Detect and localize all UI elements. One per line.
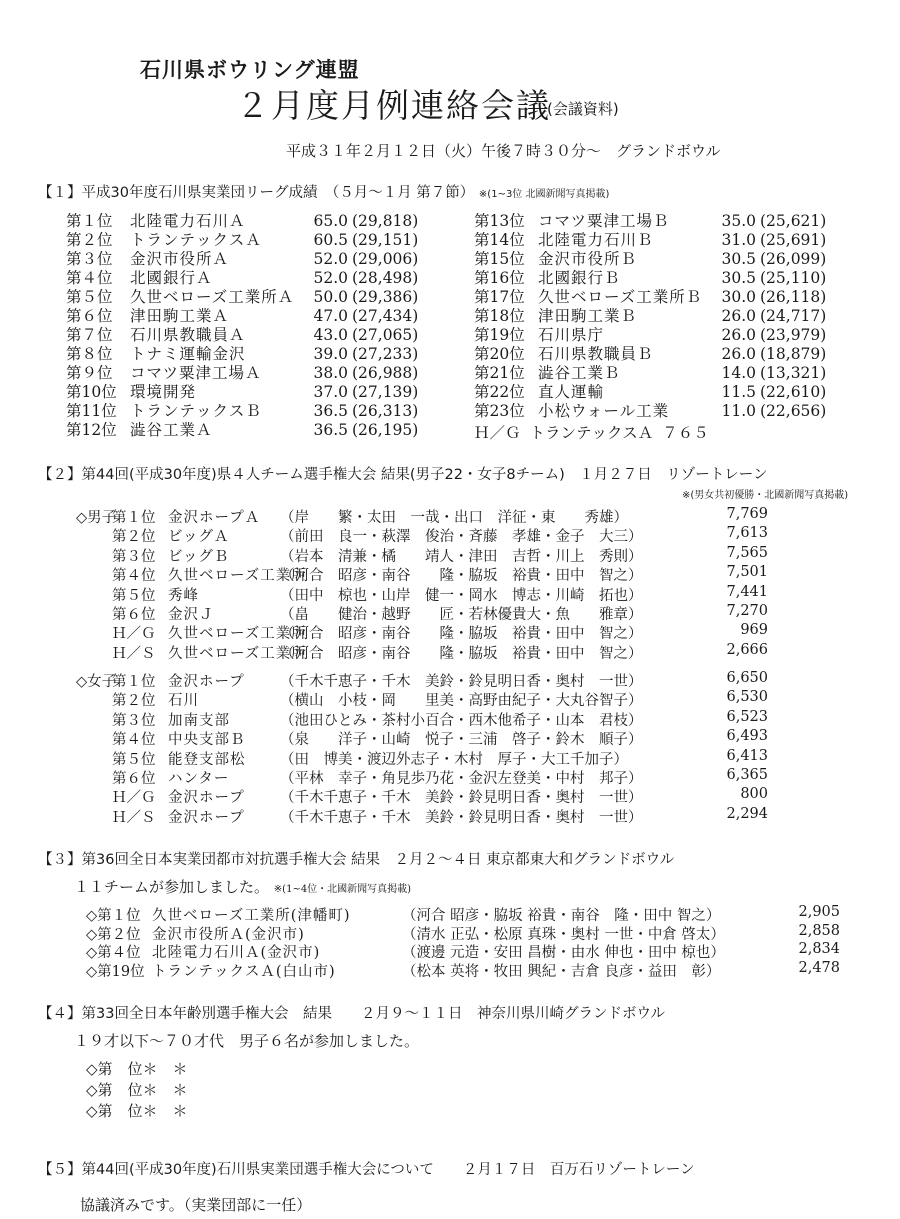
- city-score: 2,834: [798, 941, 840, 958]
- standing-pinfall: (26,988): [352, 364, 419, 382]
- standing-points: 30.5: [721, 250, 756, 268]
- section-3-heading: 【３】第36回全日本実業団都市対抗選手権大会 結果 ２月２～４日 東京都東大和グランドボウル: [38, 852, 675, 868]
- result-team: 能登支部松: [168, 751, 246, 768]
- city-members: （河合 昭彦・脇坂 裕貴・南谷 隆・田中 智之）: [402, 908, 721, 924]
- standing-pinfall: (25,621): [760, 212, 827, 230]
- section-3-teams-line: [74, 876, 411, 897]
- result-rank: 第３位: [112, 712, 156, 729]
- group-prefix: [76, 525, 112, 544]
- standing-rank: 第14位: [474, 231, 525, 249]
- group-prefix: ◇女子: [76, 674, 117, 690]
- league-standings-left: [66, 212, 426, 440]
- result-score: 7,441: [726, 583, 768, 600]
- standing-points: 31.0: [721, 231, 756, 249]
- result-rank: 第３位: [112, 548, 156, 565]
- section-2-heading: 【２】第44回(平成30年度)県４人チーム選手権大会 結果(男子22・女子8チーム) １月２７日 リゾートレーン: [38, 467, 768, 483]
- standing-points: 52.0: [313, 269, 348, 287]
- standing-team: 北陸電力石川Ａ: [130, 212, 246, 230]
- standing-row: [66, 364, 426, 383]
- result-rank: Ｈ／Ｓ: [112, 809, 156, 826]
- group-prefix: [76, 786, 112, 805]
- city-rank: ◇第２位: [86, 926, 141, 943]
- group-prefix: [76, 603, 112, 622]
- section-5-line: 協議済みです。（実業団部に一任）: [80, 1196, 312, 1214]
- standing-pinfall: (27,139): [352, 383, 419, 401]
- standing-pinfall: (27,065): [352, 326, 419, 344]
- result-members: （河合 昭彦・南谷 隆・脇坂 裕貴・田中 智之）: [280, 645, 643, 662]
- standing-pinfall: (29,818): [352, 212, 419, 230]
- standing-points: 26.0: [721, 307, 756, 325]
- city-team: 久世ベローズ工業所(津幡町): [152, 908, 351, 924]
- section-1-note: ※(1~3位 北國新聞写真掲載): [478, 189, 610, 200]
- standing-rank: 第21位: [474, 364, 525, 382]
- team-result-row: [76, 584, 768, 603]
- team-result-row: [76, 525, 768, 544]
- result-score: 6,523: [726, 708, 768, 725]
- result-members: （千木千恵子・千木 美鈴・鈴見明日香・奥村 一世）: [280, 790, 643, 807]
- standing-points: 11.5: [721, 383, 756, 401]
- group-prefix: [76, 806, 112, 825]
- standing-team: コマツ粟津工場Ｂ: [538, 212, 670, 230]
- hg-label: Ｈ／Ｇ: [474, 424, 521, 442]
- section-1-heading: [38, 181, 609, 202]
- standing-row: [66, 383, 426, 402]
- group-prefix: [76, 709, 112, 728]
- standing-pinfall: (23,979): [760, 326, 827, 344]
- standing-rank: 第19位: [474, 326, 525, 344]
- standing-pinfall: (26,195): [352, 421, 419, 439]
- city-result-row: [86, 923, 840, 941]
- result-members: （岩本 清兼・橘 靖人・津田 吉哲・川上 秀則）: [280, 548, 643, 565]
- section-3-teams-text: １１チームが参加しました。: [74, 878, 270, 896]
- result-team: 石川: [168, 693, 199, 710]
- standing-points: 30.0: [721, 288, 756, 306]
- team-result-row: [76, 689, 768, 708]
- standing-points: 60.5: [313, 231, 348, 249]
- standing-team: 北國銀行Ａ: [130, 269, 213, 287]
- group-prefix: ◇男子: [76, 510, 117, 526]
- result-score: 7,565: [726, 544, 768, 561]
- result-rank: 第１位: [112, 510, 156, 526]
- section-5-heading: 【５】第44回(平成30年度)石川県実業団選手権大会について ２月１７日 百万石リゾートレーン: [38, 1162, 695, 1178]
- result-team: 加南支部: [168, 712, 230, 729]
- standing-points: 50.0: [313, 288, 348, 306]
- standing-row: [66, 269, 426, 288]
- section-3-note: ※(1~4位・北國新聞写真掲載): [273, 884, 412, 895]
- team-result-row: [76, 564, 768, 583]
- standing-points: 37.0: [313, 383, 348, 401]
- result-rank: 第２位: [112, 693, 156, 710]
- result-score: 2,666: [726, 641, 768, 658]
- city-result-row: [86, 941, 840, 962]
- standing-team: 久世ベローズ工業所Ｂ: [538, 288, 703, 306]
- city-team: 北陸電力石川Ａ(金沢市): [152, 945, 321, 962]
- result-team: 久世ベローズ工業所: [168, 568, 307, 585]
- team-result-row: [76, 709, 768, 728]
- standing-row: [66, 307, 426, 326]
- standing-rank: 第18位: [474, 307, 525, 325]
- result-rank: 第２位: [112, 529, 156, 546]
- result-score: 800: [740, 786, 768, 803]
- standing-team: 金沢市役所Ａ: [130, 250, 230, 268]
- team-result-row: [76, 622, 768, 641]
- city-rank: ◇第19位: [86, 963, 145, 980]
- standing-team: 石川県庁: [538, 326, 605, 344]
- standing-rank: 第23位: [474, 402, 525, 420]
- section-1-title: 【１】平成30年度石川県実業団リーグ成績 （５月～１月 第７節）: [38, 185, 475, 201]
- standing-team: 石川県教職員Ａ: [130, 326, 246, 344]
- result-score: 7,769: [726, 506, 768, 522]
- standing-pinfall: (28,498): [352, 269, 419, 287]
- team-result-row: [76, 545, 768, 564]
- result-members: （平林 幸子・角見歩乃花・金沢左登美・中村 邦子）: [280, 771, 643, 787]
- standing-team: トランテックスＡ: [130, 231, 262, 249]
- result-members: （前田 良一・萩澤 俊治・斉藤 孝雄・金子 大三）: [280, 529, 643, 546]
- result-members: （田 博美・渡辺外志子・木村 厚子・大工千加子）: [280, 751, 628, 768]
- group-prefix: [76, 642, 112, 661]
- section-4-line: １９才以下～７０才代 男子６名が参加しました。: [74, 1032, 420, 1050]
- hg-team: トランテックスＡ: [529, 424, 654, 442]
- section-4-item: ◇第 位＊ ＊: [86, 1060, 188, 1078]
- result-team: 秀峰: [168, 587, 199, 604]
- standing-pinfall: (22,656): [760, 402, 827, 420]
- standing-team: 澁谷工業Ａ: [130, 421, 213, 439]
- standing-team: 金沢市役所Ｂ: [538, 250, 638, 268]
- result-members: （千木千恵子・千木 美鈴・鈴見明日香・奥村 一世）: [280, 809, 643, 826]
- standing-pinfall: (26,313): [352, 402, 419, 420]
- standing-pinfall: (22,610): [760, 383, 827, 401]
- standing-rank: 第22位: [474, 383, 525, 401]
- standing-pinfall: (24,717): [760, 307, 827, 325]
- hg-score: ７６５: [662, 424, 709, 442]
- group-prefix: [76, 748, 112, 767]
- result-rank: 第６位: [112, 771, 156, 787]
- standing-points: 43.0: [313, 326, 348, 344]
- city-members: （渡邊 元造・安田 昌樹・由水 伸也・田中 椋也）: [402, 945, 725, 962]
- standing-row: [66, 212, 426, 231]
- standing-team: 久世ベローズ工業所Ａ: [130, 288, 295, 306]
- city-team: トランテックスＡ(白山市): [152, 963, 336, 980]
- standing-rank: 第20位: [474, 345, 525, 363]
- standing-row: [474, 383, 834, 402]
- group-prefix: [76, 622, 112, 641]
- standing-row: [66, 402, 426, 421]
- standing-row: [474, 364, 834, 383]
- result-team: 金沢ホープＡ: [168, 510, 261, 526]
- standing-pinfall: (25,691): [760, 231, 827, 249]
- city-rank: ◇第４位: [86, 945, 141, 962]
- group-prefix: [76, 689, 112, 708]
- result-members: （横山 小枝・岡 里美・高野由紀子・大丸谷智子）: [280, 693, 643, 710]
- standing-row: [474, 345, 834, 364]
- standing-points: 39.0: [313, 345, 348, 363]
- standing-row: [474, 307, 834, 326]
- result-members: （岸 繁・太田 一哉・出口 洋征・東 秀雄）: [280, 510, 628, 526]
- result-score: 6,413: [726, 747, 768, 764]
- standing-row: [474, 231, 834, 250]
- result-rank: 第４位: [112, 732, 156, 749]
- standing-row: [474, 212, 834, 231]
- team-result-row: [76, 786, 768, 805]
- result-score: 6,365: [726, 767, 768, 783]
- standing-pinfall: (26,099): [760, 250, 827, 268]
- standing-team: 津田駒工業Ａ: [130, 307, 230, 325]
- standing-row: [474, 269, 834, 288]
- result-rank: 第５位: [112, 751, 156, 768]
- result-members: （千木千恵子・千木 美鈴・鈴見明日香・奥村 一世）: [280, 674, 643, 690]
- org-name: 石川県ボウリング連盟: [140, 58, 360, 82]
- standing-row: [66, 231, 426, 250]
- city-rank: ◇第１位: [86, 908, 141, 924]
- section-4-item: ◇第 位＊ ＊: [86, 1081, 188, 1099]
- standing-pinfall: (29,386): [352, 288, 419, 306]
- result-rank: 第５位: [112, 587, 156, 604]
- standing-pinfall: (13,321): [760, 364, 827, 382]
- team-result-row: [76, 728, 768, 747]
- standing-rank: 第５位: [66, 288, 113, 306]
- result-score: 6,493: [726, 728, 768, 745]
- standing-row: [66, 250, 426, 269]
- result-rank: 第４位: [112, 568, 156, 585]
- standing-rank: 第13位: [474, 212, 525, 230]
- standing-rank: 第17位: [474, 288, 525, 306]
- standing-row: [474, 326, 834, 345]
- title-subtitle: (会議資料): [547, 100, 619, 118]
- section-4-heading: 【４】第33回全日本年齢別選手権大会 結果 ２月９～１１日 神奈川県川崎グランドボウル: [38, 1006, 666, 1022]
- standing-points: 35.0: [721, 212, 756, 230]
- standing-rank: 第11位: [66, 402, 117, 420]
- standing-team: 澁谷工業Ｂ: [538, 364, 621, 382]
- result-team: 中央支部Ｂ: [168, 732, 246, 749]
- group-prefix: [76, 728, 112, 747]
- team-result-row: [76, 642, 768, 661]
- standing-rank: 第９位: [66, 364, 113, 382]
- result-score: 7,270: [726, 603, 768, 619]
- city-score: 2,478: [798, 959, 840, 976]
- result-members: （河合 昭彦・南谷 隆・脇坂 裕貴・田中 智之）: [280, 568, 643, 585]
- standing-pinfall: (25,110): [760, 269, 827, 287]
- result-score: 6,650: [726, 670, 768, 686]
- standing-pinfall: (29,006): [352, 250, 419, 268]
- standing-team: 石川県教職員Ｂ: [538, 345, 654, 363]
- standing-team: トランテックスＢ: [130, 402, 262, 420]
- city-members: （松本 英将・牧田 興紀・吉倉 良彦・益田 彰）: [402, 963, 721, 980]
- standing-points: 47.0: [313, 307, 348, 325]
- standing-rank: 第16位: [474, 269, 525, 287]
- result-members: （畠 健治・越野 匠・若林優貴大・魚 雅章）: [280, 607, 643, 623]
- standing-rank: 第７位: [66, 326, 113, 344]
- standing-pinfall: (27,434): [352, 307, 419, 325]
- result-team: 金沢ホープ: [168, 790, 245, 807]
- result-team: 久世ベローズ工業所: [168, 626, 307, 643]
- standing-points: 52.0: [313, 250, 348, 268]
- standing-rank: 第３位: [66, 250, 113, 268]
- standing-row: [66, 421, 426, 440]
- standing-rank: 第６位: [66, 307, 113, 325]
- standing-rank: 第１位: [66, 212, 113, 230]
- standing-row: [66, 288, 426, 307]
- group-prefix: [76, 767, 112, 786]
- standing-row: [474, 250, 834, 269]
- result-team: ビッグＢ: [168, 548, 230, 565]
- standing-team: トナミ運輸金沢: [130, 345, 246, 363]
- team-result-row: [76, 603, 768, 622]
- standing-pinfall: (18,879): [760, 345, 827, 363]
- result-team: 金沢Ｊ: [168, 607, 215, 623]
- standing-rank: 第15位: [474, 250, 525, 268]
- standing-team: 小松ウォール工業: [538, 402, 670, 420]
- standing-rank: 第２位: [66, 231, 113, 249]
- city-result-row: [86, 904, 840, 922]
- standing-points: 26.0: [721, 345, 756, 363]
- standing-pinfall: (27,233): [352, 345, 419, 363]
- league-high-game: [474, 421, 713, 443]
- result-team: 金沢ホープ: [168, 809, 245, 826]
- standing-points: 11.0: [721, 402, 756, 420]
- result-rank: Ｈ／Ｇ: [112, 626, 156, 643]
- team-result-row: [76, 748, 768, 767]
- standing-points: 26.0: [721, 326, 756, 344]
- city-result-row: [86, 960, 840, 978]
- standing-points: 65.0: [313, 212, 348, 230]
- team-result-row: [76, 506, 768, 525]
- league-standings-right: [474, 212, 834, 421]
- result-rank: Ｈ／Ｓ: [112, 645, 156, 662]
- result-score: 7,501: [726, 564, 768, 581]
- standing-points: 38.0: [313, 364, 348, 382]
- standing-rank: 第４位: [66, 269, 113, 287]
- standing-rank: 第10位: [66, 383, 117, 401]
- standing-points: 30.5: [721, 269, 756, 287]
- result-score: 6,530: [726, 689, 768, 706]
- standing-team: コマツ粟津工場Ａ: [130, 364, 262, 382]
- group-prefix: [76, 545, 112, 564]
- standing-points: 14.0: [721, 364, 756, 382]
- standing-points: 36.5: [313, 402, 348, 420]
- page-title: ２月度月例連絡会議: [236, 86, 551, 125]
- standing-rank: 第８位: [66, 345, 113, 363]
- result-score: 7,613: [726, 525, 768, 542]
- standing-team: 北陸電力石川Ｂ: [538, 231, 654, 249]
- standing-row: [474, 288, 834, 307]
- city-score: 2,905: [798, 904, 840, 920]
- result-team: 金沢ホープ: [168, 674, 245, 690]
- team-result-row: [76, 806, 768, 825]
- standing-team: 環境開発: [130, 383, 197, 401]
- result-rank: 第１位: [112, 674, 156, 690]
- result-members: （田中 椋也・山岸 健一・岡水 博志・川崎 拓也）: [280, 587, 643, 604]
- result-score: 969: [740, 622, 768, 639]
- section-4-item: ◇第 位＊ ＊: [86, 1102, 188, 1120]
- group-prefix: [76, 584, 112, 603]
- standing-rank: 第12位: [66, 421, 117, 439]
- section-2-note: ※(男女共初優勝・北國新聞写真掲載): [682, 490, 849, 501]
- result-rank: Ｈ／Ｇ: [112, 790, 156, 807]
- result-members: （池田ひとみ・茶村小百合・西木他希子・山本 君枝）: [280, 712, 643, 729]
- result-rank: 第６位: [112, 607, 156, 623]
- standing-points: 36.5: [313, 421, 348, 439]
- result-score: 2,294: [726, 805, 768, 822]
- standing-row: [66, 326, 426, 345]
- result-team: ハンター: [168, 771, 230, 787]
- standing-row: [474, 402, 834, 421]
- city-score: 2,858: [798, 922, 840, 939]
- result-members: （河合 昭彦・南谷 隆・脇坂 裕貴・田中 智之）: [280, 626, 643, 643]
- result-team: ビッグＡ: [168, 529, 230, 546]
- result-team: 久世ベローズ工業所: [168, 645, 307, 662]
- standing-team: 直人運輸: [538, 383, 605, 401]
- standing-pinfall: (29,151): [352, 231, 419, 249]
- city-members: （清水 正弘・松原 真珠・奥村 一世・中倉 啓太）: [402, 926, 725, 943]
- meeting-datetime: 平成３１年２月１２日（火）午後７時３０分～ グランドボウル: [286, 142, 721, 160]
- standing-row: [66, 345, 426, 364]
- result-members: （泉 洋子・山崎 悦子・三浦 啓子・鈴木 順子）: [280, 732, 643, 749]
- team-result-row: [76, 670, 768, 689]
- team-result-row: [76, 767, 768, 786]
- group-prefix: [76, 564, 112, 583]
- standing-team: 北國銀行Ｂ: [538, 269, 621, 287]
- city-team: 金沢市役所Ａ(金沢市): [152, 926, 305, 943]
- standing-team: 津田駒工業Ｂ: [538, 307, 638, 325]
- standing-pinfall: (26,118): [760, 288, 827, 306]
